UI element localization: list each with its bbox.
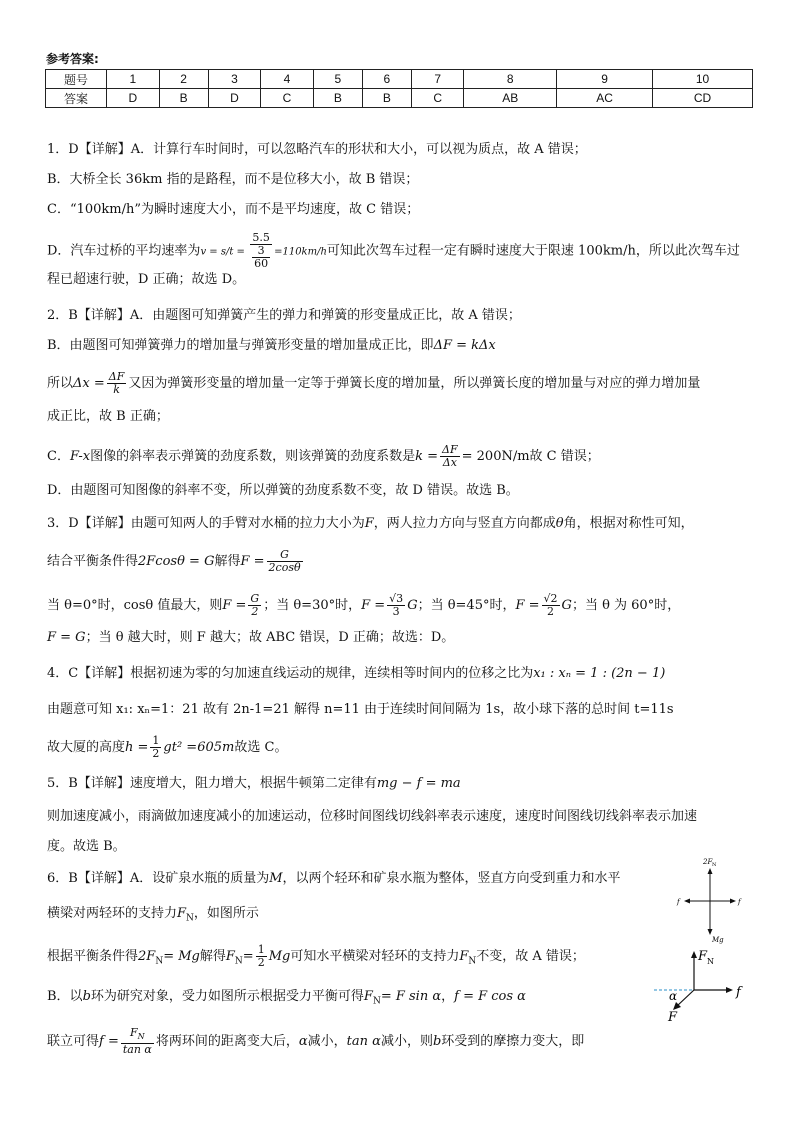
arrowhead [708,868,713,874]
numerator: 3 [252,245,270,258]
text: 当 θ=0°时，cosθ 值最大，则 [47,598,223,613]
formula: F = [222,598,247,613]
solution-line [47,549,757,574]
formula: F [363,989,373,1004]
formula: F [364,516,374,531]
question-cell: 3 [208,70,261,89]
subscript: N [372,996,381,1007]
label-f-right: f [738,898,741,906]
solution-line [47,513,757,535]
text: 将两环间的距离变大后， [155,1034,299,1050]
numerator: ΔF [442,443,458,456]
text: ，如图所示 [193,906,259,921]
formula: =110km/h [274,246,327,258]
solution-line [47,868,667,890]
denominator: 3 [392,605,400,618]
label-f: f [736,985,741,1000]
arrowhead [726,987,733,993]
text: 横梁对两轻环的支持力 [47,906,178,921]
subscript: N [234,956,243,967]
formula: tan α [346,1034,381,1050]
text: ；当 θ=45°时， [417,598,516,613]
numerator: 1 [257,943,265,956]
fraction [252,245,270,270]
text: 6．B【详解】A．设矿泉水瓶的质量为 [47,871,270,886]
arrowhead [691,951,697,958]
fraction [248,593,261,618]
text: B．以 [47,989,83,1004]
fraction [267,549,303,574]
text: 又因为弹簧形变量的增加量一定等于弹簧长度的增加量，所以弹簧长度的增加量与对应的弹力增加量 [128,376,701,391]
fraction [121,1027,154,1056]
solution-line [47,735,757,760]
formula: F = [361,598,386,613]
denominator: tan α [122,1043,152,1057]
text: 4．C【详解】根据初速为零的匀加速直线运动的规律，连续相等时间内的位移之比为 [47,666,534,681]
label-tension-f: F [668,1010,678,1024]
formula: = Mg [163,949,200,964]
text: 3．D【详解】由题可知两人的手臂对水桶的拉力大小为 [47,516,365,531]
denominator: 60 [254,257,269,270]
solution-line: 度。故选 B。 [47,839,126,854]
arrowhead [684,899,690,904]
denominator: 2 [152,747,160,760]
text: ；当 θ 越大时，则 F 越大；故 ABC 错误，D 正确；故选：D。 [85,630,455,645]
text: ，以两个轻环和矿泉水瓶为整体，竖直方向受到重力和水平 [282,871,621,886]
denominator: 2 [547,605,555,618]
arrowhead [730,899,736,904]
fraction [542,593,560,618]
solution-line [47,1027,647,1056]
text: 根据平衡条件得 [47,949,139,964]
denominator: Δx [442,456,457,469]
solution-line: 成正比，故 B 正确； [47,409,169,424]
solution-line: C．“100km/h”为瞬时速度大小，而不是平均速度，故 C 错误； [47,202,420,217]
fraction [256,944,267,969]
text: ， [441,989,455,1004]
text: 环受到的摩擦力变大，即 [441,1034,585,1050]
row-label: 答案 [46,89,107,108]
formula: F = G [47,630,86,645]
row-label: 题号 [46,70,107,89]
formula: θ [555,516,564,531]
formula: = F sin α [380,989,442,1004]
text: 联立可得 [47,1034,100,1050]
label-2fn-sub: N [712,862,717,868]
question-cell: 1 [107,70,160,89]
subscript: N [155,956,164,967]
answer-row [46,89,753,108]
numerator: G [250,592,260,605]
answer-cell: B [362,89,411,108]
question-cell: 6 [362,70,411,89]
question-cell: 7 [411,70,464,89]
question-number-row [46,70,753,89]
formula: f = [99,1034,119,1050]
formula: ΔF = kΔx [433,338,496,353]
text: 解得 [214,554,241,569]
numerator: G [267,549,303,562]
tension-arrow [677,990,694,1006]
text: 结合平衡条件得 [47,554,139,569]
question-cell: 9 [557,70,653,89]
label-fn-sub: N [707,957,714,966]
subscript: N [137,1032,145,1042]
answer-cell: C [411,89,464,108]
label-f-left: f [677,898,680,906]
solution-line: B．大桥全长 36km 指的是路程，而不是位移大小，故 B 错误； [47,172,419,187]
solution-line [47,444,757,469]
force-diagram-system [672,856,746,946]
answer-cell: D [208,89,261,108]
denominator: 2 [257,956,265,969]
force-diagram-ring-b [650,944,750,1024]
fraction [440,444,460,469]
fraction [250,232,272,270]
text: C． [47,449,70,464]
answer-header: 参考答案: [46,52,99,66]
formula: G [561,598,572,613]
question-cell: 10 [653,70,753,89]
text: ；当 θ 为 60°时， [571,598,681,613]
solution-line: 由题意可知 x₁: xₙ=1：21 故有 2n-1=21 解得 n=11 由于连续时间间隔为 1s，故小球下落的总时间 t=11s [47,702,674,717]
formula: b [82,989,91,1004]
formula: f = F cos α [454,989,526,1004]
denominator [250,245,272,270]
text: 故选 C。 [234,740,288,755]
text: 不变，故 A 错误； [476,949,585,964]
answer-cell: AB [464,89,557,108]
arrowhead [708,929,713,935]
answer-table [45,69,753,108]
solution-line [47,903,647,930]
text: ，两人拉力方向与竖直方向都成 [373,516,556,531]
solution-line [47,663,757,685]
formula: gt² =605m [163,740,235,755]
text: ；当 θ=30°时， [263,598,362,613]
formula: G [407,598,418,613]
text: 可知此次驾车过程一定有瞬时速度大于限速 100km/h，所以此次驾车过 [326,243,740,259]
question-cell: 8 [464,70,557,89]
formula: h = [125,740,149,755]
solution-line [47,371,757,396]
text: 环为研究对象，受力如图所示根据受力平衡可得 [90,989,364,1004]
fraction [150,735,161,760]
text: B．由题图可知弹簧弹力的增加量与弹簧形变量的增加量成正比，即 [47,338,434,353]
formula: F = [240,554,265,569]
solution-line: 2．B【详解】A．由题图可知弹簧产生的弹力和弹簧的形变量成正比，故 A 错误； [47,308,521,323]
formula: 2F [138,949,156,964]
formula: b [432,1034,442,1050]
answer-cell: D [107,89,160,108]
solution-line: D．由题图可知图像的斜率不变，所以弹簧的劲度系数不变，故 D 错误。故选 B。 [47,483,519,498]
label-mg: Mg [712,936,724,944]
answer-cell: B [313,89,362,108]
text: 角，根据对称性可知， [563,516,694,531]
formula: 2Fcosθ = G [138,554,215,569]
subscript: N [468,956,477,967]
formula: F [225,949,235,964]
solution-line [47,944,647,973]
formula: M [269,871,283,886]
text: 故 C 错误； [529,449,600,464]
answer-cell: AC [557,89,653,108]
question-cell: 2 [159,70,208,89]
numerator [121,1027,154,1044]
solution-line: 1．D【详解】A．计算行车时间时，可以忽略汽车的形状和大小，可以视为质点，故 A 错误； [47,142,587,157]
formula: F-x [69,449,91,464]
answer-cell: CD [653,89,753,108]
text: 所以 [47,376,74,391]
formula: F [459,949,469,964]
label-alpha: α [669,989,678,1003]
fraction [107,371,127,396]
text: 5．B【详解】速度增大，阻力增大，根据牛顿第二定律有 [47,776,377,791]
formula: mg − f = ma [376,776,461,791]
formula: Mg [268,949,291,964]
formula: Δx = [73,376,105,391]
numerator: √3 [389,592,404,605]
solution-line: 程已超速行驶，D 正确；故选 D。 [47,272,246,287]
question-cell: 4 [261,70,314,89]
solution-line [47,986,647,1013]
solution-line [47,593,757,618]
formula: α [298,1034,308,1050]
fraction [387,593,405,618]
numerator: √2 [543,592,558,605]
numerator: 1 [152,734,160,747]
formula: v = s/t = [200,246,249,258]
text: 图像的斜率表示弹簧的劲度系数，则该弹簧的劲度系数是 [90,449,416,464]
text: 可知水平横梁对轻环的支持力 [290,949,460,964]
solution-line [47,627,757,649]
text: 解得 [199,949,226,964]
formula: x₁ : xₙ = 1 : (2n − 1) [533,666,666,681]
solution-line [47,773,757,795]
denominator: 2cosθ [268,561,301,574]
denominator: k [113,383,120,396]
question-cell: 5 [313,70,362,89]
numerator: 5.5 [250,232,272,245]
text: 减小，则 [380,1034,433,1050]
numerator: ΔF [108,370,125,383]
text: D．汽车过桥的平均速率为 [47,243,201,259]
solution-line [47,232,757,270]
formula: F [177,906,187,921]
subscript: N [186,913,194,924]
formula: = 200N/m [461,449,530,464]
solution-line: 则加速度减小，雨滴做加速度减小的加速运动，位移时间图线切线斜率表示速度，速度时间图线切线斜率表示加速 [47,809,698,824]
denominator: 2 [251,605,259,618]
formula: F = [515,598,540,613]
text: 故大厦的高度 [47,740,126,755]
label-fn: F [698,949,708,964]
label-2fn: 2F [703,858,713,866]
answer-cell: B [159,89,208,108]
formula: F [130,1026,138,1039]
formula: = [242,949,254,964]
formula: k = [415,449,439,464]
answer-cell: C [261,89,314,108]
text: 减小， [307,1034,347,1050]
solution-line [47,335,757,357]
